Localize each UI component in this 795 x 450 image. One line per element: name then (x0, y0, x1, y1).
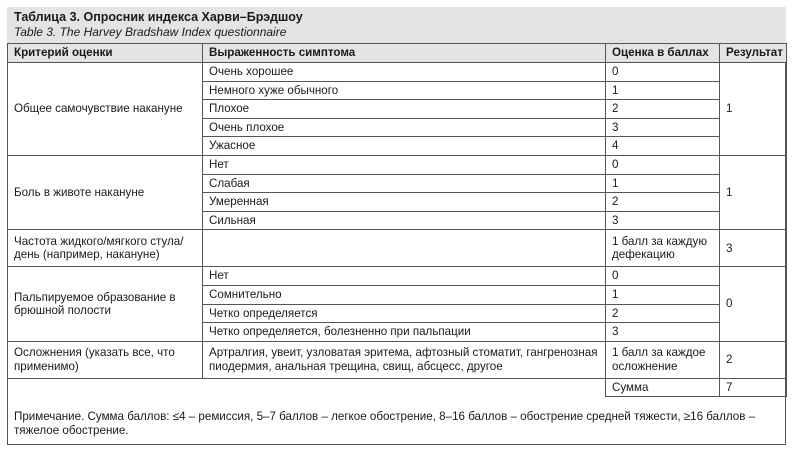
result-cell: 0 (720, 267, 787, 341)
sum-row (8, 378, 787, 397)
severity-cell: Плохое (203, 100, 606, 119)
score-cell: 1 (606, 174, 720, 193)
header-severity: Выраженность симптома (203, 44, 606, 63)
sum-value: 7 (720, 378, 787, 397)
severity-cell: Нет (203, 155, 606, 174)
header-score: Оценка в баллах (606, 44, 720, 63)
caption-title-en: Table 3. The Harvey Bradshaw Index questionnaire (14, 25, 287, 39)
severity-cell: Четко определяется, болезненно при пальпации (203, 323, 606, 342)
severity-cell: Умеренная (203, 193, 606, 212)
table-row (8, 341, 787, 378)
hbi-table (7, 43, 787, 397)
severity-cell: Артралгия, увеит, узловатая эритема, афтозный стоматит, гангренозная пиодермия, анальная трещина, свищ, абсцесс, другое (203, 341, 606, 378)
severity-cell: Сильная (203, 211, 606, 230)
sum-spacer (8, 378, 203, 397)
severity-cell: Ужасное (203, 137, 606, 156)
score-cell: 1 балл за каждое осложнение (606, 341, 720, 378)
score-cell: 0 (606, 63, 720, 82)
score-cell: 3 (606, 211, 720, 230)
score-cell: 2 (606, 304, 720, 323)
header-criterion: Критерий оценки (8, 44, 203, 63)
score-cell: 1 (606, 285, 720, 304)
table-caption (7, 7, 786, 43)
severity-cell: Сомнительно (203, 285, 606, 304)
score-cell: 1 балл за каждую дефекацию (606, 230, 720, 267)
table-row (8, 230, 787, 267)
score-cell: 4 (606, 137, 720, 156)
criterion-cell: Общее самочувствие накануне (8, 63, 203, 156)
result-cell: 1 (720, 63, 787, 156)
table-row (8, 267, 787, 286)
table-row (8, 63, 787, 82)
score-cell: 1 (606, 81, 720, 100)
score-cell: 0 (606, 155, 720, 174)
score-cell: 2 (606, 193, 720, 212)
criterion-cell: Пальпируемое образование в брюшной полости (8, 267, 203, 341)
severity-cell: Немного хуже обычного (203, 81, 606, 100)
result-cell: 2 (720, 341, 787, 378)
criterion-cell: Частота жидкого/мягкого стула/день (например, накануне) (8, 230, 203, 267)
severity-cell: Четко определяется (203, 304, 606, 323)
result-cell: 1 (720, 155, 787, 229)
severity-cell: Нет (203, 267, 606, 286)
score-cell: 3 (606, 118, 720, 137)
sum-label: Сумма (606, 378, 720, 397)
severity-cell (203, 230, 606, 267)
criterion-cell: Боль в животе накануне (8, 155, 203, 229)
table-row (8, 155, 787, 174)
score-cell: 2 (606, 100, 720, 119)
criterion-cell: Осложнения (указать все, что применимо) (8, 341, 203, 378)
severity-cell: Очень хорошее (203, 63, 606, 82)
result-cell: 3 (720, 230, 787, 267)
score-cell: 0 (606, 267, 720, 286)
header-row (8, 44, 787, 63)
severity-cell: Слабая (203, 174, 606, 193)
header-result: Результат (720, 44, 787, 63)
caption-title-ru: Таблица 3. Опросник индекса Харви–Брэдшоу (14, 10, 303, 24)
sum-spacer (203, 378, 606, 397)
score-cell: 3 (606, 323, 720, 342)
table-note: Примечание. Сумма баллов: ≤4 – ремиссия, 5–7 баллов – легкое обострение, 8–16 баллов – обострение средней тяжести, ≥16 баллов – тяжелое обострение. (14, 410, 756, 437)
severity-cell: Очень плохое (203, 118, 606, 137)
